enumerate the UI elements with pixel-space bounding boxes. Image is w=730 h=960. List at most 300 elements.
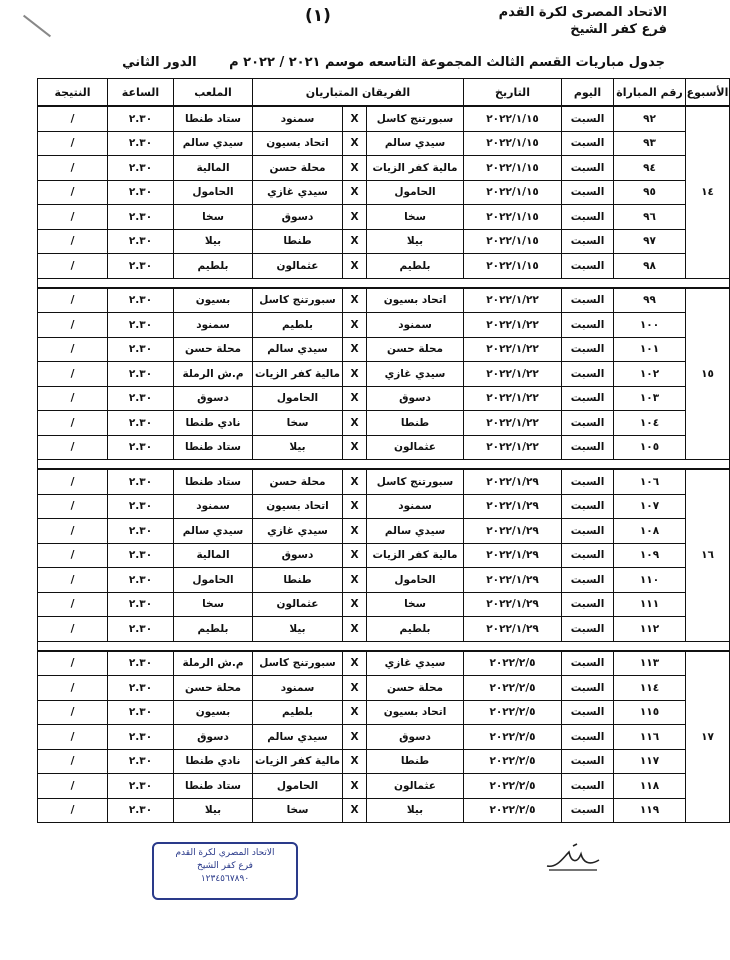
- round-label: الدور الثاني: [122, 55, 197, 70]
- table-row: [38, 519, 730, 544]
- versus-mark: X: [343, 362, 367, 387]
- match-venue: ستاد طنطا: [174, 106, 253, 131]
- match-result: /: [38, 180, 108, 205]
- match-venue: م.ش الرملة: [174, 651, 253, 676]
- match-number: ١٠٥: [614, 435, 686, 460]
- away-team: بلطيم: [253, 700, 343, 725]
- versus-mark: X: [343, 435, 367, 460]
- table-header-row: [38, 79, 730, 107]
- week-number: ١٦: [686, 469, 730, 641]
- away-team: مالية كفر الزيات: [253, 749, 343, 774]
- match-time: ٢.٣٠: [108, 435, 174, 460]
- match-date: ٢٠٢٢/١/٢٩: [464, 568, 562, 593]
- match-venue: بيلا: [174, 229, 253, 254]
- match-result: /: [38, 205, 108, 230]
- match-time: ٢.٣٠: [108, 774, 174, 799]
- match-venue: سيدي سالم: [174, 519, 253, 544]
- match-number: ١٠٤: [614, 411, 686, 436]
- home-team: سيدي غازي: [367, 362, 464, 387]
- match-time: ٢.٣٠: [108, 725, 174, 750]
- versus-mark: X: [343, 386, 367, 411]
- col-date: التاريخ: [464, 79, 562, 107]
- match-number: ٩٢: [614, 106, 686, 131]
- match-time: ٢.٣٠: [108, 254, 174, 279]
- match-number: ١٠٩: [614, 543, 686, 568]
- col-teams: الفريقان المتباريان: [253, 79, 464, 107]
- col-week: الأسبوع: [686, 79, 730, 107]
- match-number: ١٠٣: [614, 386, 686, 411]
- match-venue: الحامول: [174, 568, 253, 593]
- match-result: /: [38, 254, 108, 279]
- match-day: السبت: [562, 798, 614, 823]
- match-day: السبت: [562, 617, 614, 642]
- signature: [543, 840, 603, 874]
- table-row: [38, 700, 730, 725]
- home-team: محلة حسن: [367, 337, 464, 362]
- match-day: السبت: [562, 543, 614, 568]
- week-separator: [38, 641, 730, 651]
- match-day: السبت: [562, 435, 614, 460]
- away-team: بيلا: [253, 617, 343, 642]
- match-number: ١١٨: [614, 774, 686, 799]
- match-number: ١١٩: [614, 798, 686, 823]
- match-date: ٢٠٢٢/١/٢٢: [464, 435, 562, 460]
- match-number: ١١٠: [614, 568, 686, 593]
- match-result: /: [38, 229, 108, 254]
- match-day: السبت: [562, 494, 614, 519]
- match-result: /: [38, 313, 108, 338]
- versus-mark: X: [343, 725, 367, 750]
- match-date: ٢٠٢٢/١/٢٩: [464, 494, 562, 519]
- home-team: سمنود: [367, 313, 464, 338]
- home-team: سبورتنج كاسل: [367, 106, 464, 131]
- away-team: محلة حسن: [253, 469, 343, 494]
- table-row: [38, 774, 730, 799]
- away-team: طنطا: [253, 229, 343, 254]
- match-day: السبت: [562, 519, 614, 544]
- match-time: ٢.٣٠: [108, 700, 174, 725]
- match-time: ٢.٣٠: [108, 156, 174, 181]
- schedule-heading: [65, 55, 665, 70]
- table-row: [38, 229, 730, 254]
- org-name: الاتحاد المصرى لكرة القدم: [498, 5, 667, 20]
- away-team: سيدي سالم: [253, 337, 343, 362]
- match-date: ٢٠٢٢/١/٢٢: [464, 386, 562, 411]
- week-number: ١٤: [686, 106, 730, 278]
- match-number: ٩٨: [614, 254, 686, 279]
- versus-mark: X: [343, 749, 367, 774]
- week-separator-cell: [38, 460, 730, 470]
- match-date: ٢٠٢٢/١/١٥: [464, 156, 562, 181]
- match-day: السبت: [562, 411, 614, 436]
- versus-mark: X: [343, 676, 367, 701]
- match-result: /: [38, 469, 108, 494]
- col-time: الساعة: [108, 79, 174, 107]
- match-day: السبت: [562, 254, 614, 279]
- match-number: ١١٢: [614, 617, 686, 642]
- home-team: سمنود: [367, 494, 464, 519]
- match-result: /: [38, 288, 108, 313]
- match-result: /: [38, 568, 108, 593]
- match-date: ٢٠٢٢/١/٢٢: [464, 411, 562, 436]
- away-team: طنطا: [253, 568, 343, 593]
- week-separator: [38, 460, 730, 470]
- away-team: سيدي سالم: [253, 725, 343, 750]
- match-date: ٢٠٢٢/١/٢٩: [464, 592, 562, 617]
- home-team: الحامول: [367, 568, 464, 593]
- versus-mark: X: [343, 205, 367, 230]
- match-venue: نادي طنطا: [174, 749, 253, 774]
- home-team: مالية كفر الزيات: [367, 543, 464, 568]
- schedule-title: جدول مباريات القسم الثالث المجموعة التاسعه موسم ٢٠٢١ / ٢٠٢٢ م: [229, 55, 665, 70]
- match-venue: دسوق: [174, 725, 253, 750]
- official-stamp: [152, 842, 298, 900]
- away-team: دسوق: [253, 543, 343, 568]
- match-day: السبت: [562, 180, 614, 205]
- match-day: السبت: [562, 700, 614, 725]
- versus-mark: X: [343, 131, 367, 156]
- versus-mark: X: [343, 180, 367, 205]
- match-day: السبت: [562, 749, 614, 774]
- home-team: عثمالون: [367, 774, 464, 799]
- home-team: سبورتنج كاسل: [367, 469, 464, 494]
- match-number: ٩٣: [614, 131, 686, 156]
- match-result: /: [38, 519, 108, 544]
- match-number: ١٠٢: [614, 362, 686, 387]
- match-venue: م.ش الرملة: [174, 362, 253, 387]
- table-row: [38, 469, 730, 494]
- match-venue: ستاد طنطا: [174, 435, 253, 460]
- match-day: السبت: [562, 651, 614, 676]
- home-team: محلة حسن: [367, 676, 464, 701]
- match-date: ٢٠٢٢/١/٢٢: [464, 288, 562, 313]
- match-result: /: [38, 749, 108, 774]
- versus-mark: X: [343, 313, 367, 338]
- match-day: السبت: [562, 386, 614, 411]
- home-team: عثمالون: [367, 435, 464, 460]
- match-venue: بسيون: [174, 288, 253, 313]
- match-day: السبت: [562, 362, 614, 387]
- match-time: ٢.٣٠: [108, 519, 174, 544]
- match-day: السبت: [562, 592, 614, 617]
- match-result: /: [38, 411, 108, 436]
- match-date: ٢٠٢٢/٢/٥: [464, 774, 562, 799]
- match-day: السبت: [562, 337, 614, 362]
- match-venue: المالية: [174, 156, 253, 181]
- away-team: سبورتنج كاسل: [253, 651, 343, 676]
- home-team: دسوق: [367, 386, 464, 411]
- match-number: ١٠١: [614, 337, 686, 362]
- away-team: دسوق: [253, 205, 343, 230]
- match-venue: دسوق: [174, 386, 253, 411]
- table-row: [38, 494, 730, 519]
- versus-mark: X: [343, 337, 367, 362]
- match-result: /: [38, 386, 108, 411]
- match-date: ٢٠٢٢/١/٢٢: [464, 362, 562, 387]
- match-number: ١٠٨: [614, 519, 686, 544]
- match-venue: بسيون: [174, 700, 253, 725]
- match-date: ٢٠٢٢/١/١٥: [464, 106, 562, 131]
- match-venue: ستاد طنطا: [174, 469, 253, 494]
- match-day: السبت: [562, 106, 614, 131]
- home-team: سيدي سالم: [367, 131, 464, 156]
- week-separator: [38, 278, 730, 288]
- match-venue: الحامول: [174, 180, 253, 205]
- home-team: طنطا: [367, 411, 464, 436]
- match-result: /: [38, 774, 108, 799]
- match-number: ١١٥: [614, 700, 686, 725]
- match-result: /: [38, 725, 108, 750]
- col-match-number: رقم المباراة: [614, 79, 686, 107]
- versus-mark: X: [343, 106, 367, 131]
- away-team: سمنود: [253, 106, 343, 131]
- stamp-line: فرع كفر الشيخ: [197, 861, 253, 871]
- home-team: دسوق: [367, 725, 464, 750]
- table-row: [38, 725, 730, 750]
- home-team: بلطيم: [367, 254, 464, 279]
- match-time: ٢.٣٠: [108, 205, 174, 230]
- match-venue: ستاد طنطا: [174, 774, 253, 799]
- match-time: ٢.٣٠: [108, 362, 174, 387]
- versus-mark: X: [343, 469, 367, 494]
- table-row: [38, 313, 730, 338]
- match-day: السبت: [562, 205, 614, 230]
- match-number: ٩٧: [614, 229, 686, 254]
- match-date: ٢٠٢٢/١/٢٩: [464, 543, 562, 568]
- match-date: ٢٠٢٢/١/١٥: [464, 254, 562, 279]
- match-time: ٢.٣٠: [108, 469, 174, 494]
- versus-mark: X: [343, 798, 367, 823]
- match-date: ٢٠٢٢/١/٢٢: [464, 313, 562, 338]
- branch-name: فرع كفر الشيخ: [570, 22, 667, 37]
- table-row: [38, 435, 730, 460]
- home-team: سيدي غازي: [367, 651, 464, 676]
- match-time: ٢.٣٠: [108, 180, 174, 205]
- versus-mark: X: [343, 411, 367, 436]
- match-result: /: [38, 362, 108, 387]
- col-day: اليوم: [562, 79, 614, 107]
- away-team: بيلا: [253, 435, 343, 460]
- match-day: السبت: [562, 774, 614, 799]
- away-team: سيدي غازي: [253, 180, 343, 205]
- match-day: السبت: [562, 725, 614, 750]
- col-result: النتيجة: [38, 79, 108, 107]
- match-time: ٢.٣٠: [108, 229, 174, 254]
- match-date: ٢٠٢٢/١/١٥: [464, 180, 562, 205]
- match-date: ٢٠٢٢/٢/٥: [464, 676, 562, 701]
- match-result: /: [38, 131, 108, 156]
- match-number: ١٠٠: [614, 313, 686, 338]
- match-time: ٢.٣٠: [108, 386, 174, 411]
- match-venue: بلطيم: [174, 254, 253, 279]
- match-time: ٢.٣٠: [108, 313, 174, 338]
- match-time: ٢.٣٠: [108, 337, 174, 362]
- match-result: /: [38, 543, 108, 568]
- match-time: ٢.٣٠: [108, 411, 174, 436]
- away-team: سمنود: [253, 676, 343, 701]
- match-date: ٢٠٢٢/٢/٥: [464, 700, 562, 725]
- match-day: السبت: [562, 676, 614, 701]
- page-number: (١): [305, 6, 331, 26]
- table-row: [38, 205, 730, 230]
- match-time: ٢.٣٠: [108, 568, 174, 593]
- match-number: ١١٤: [614, 676, 686, 701]
- away-team: اتحاد بسيون: [253, 131, 343, 156]
- stamp-line: الاتحاد المصري لكرة القدم: [175, 848, 275, 858]
- stamp-line: ١٢٣٤٥٦٧٨٩٠: [200, 874, 250, 884]
- match-result: /: [38, 617, 108, 642]
- table-row: [38, 543, 730, 568]
- match-number: ١١٦: [614, 725, 686, 750]
- table-row: [38, 386, 730, 411]
- match-day: السبت: [562, 469, 614, 494]
- table-row: [38, 676, 730, 701]
- match-venue: محلة حسن: [174, 676, 253, 701]
- away-team: عثمالون: [253, 592, 343, 617]
- away-team: سبورتنج كاسل: [253, 288, 343, 313]
- match-date: ٢٠٢٢/١/١٥: [464, 131, 562, 156]
- versus-mark: X: [343, 229, 367, 254]
- home-team: اتحاد بسيون: [367, 700, 464, 725]
- away-team: محلة حسن: [253, 156, 343, 181]
- table-row: [38, 411, 730, 436]
- schedule-table: [37, 78, 730, 823]
- col-venue: الملعب: [174, 79, 253, 107]
- away-team: سخا: [253, 798, 343, 823]
- table-row: [38, 362, 730, 387]
- versus-mark: X: [343, 519, 367, 544]
- match-venue: سخا: [174, 205, 253, 230]
- match-time: ٢.٣٠: [108, 288, 174, 313]
- match-time: ٢.٣٠: [108, 543, 174, 568]
- match-day: السبت: [562, 156, 614, 181]
- table-row: [38, 651, 730, 676]
- home-team: طنطا: [367, 749, 464, 774]
- match-result: /: [38, 700, 108, 725]
- match-number: ١١٣: [614, 651, 686, 676]
- match-number: ٩٦: [614, 205, 686, 230]
- versus-mark: X: [343, 543, 367, 568]
- match-day: السبت: [562, 288, 614, 313]
- match-venue: سمنود: [174, 494, 253, 519]
- match-result: /: [38, 494, 108, 519]
- versus-mark: X: [343, 774, 367, 799]
- match-result: /: [38, 156, 108, 181]
- scan-mark: [23, 15, 51, 38]
- match-venue: سيدي سالم: [174, 131, 253, 156]
- home-team: سخا: [367, 592, 464, 617]
- match-date: ٢٠٢٢/١/٢٩: [464, 519, 562, 544]
- match-date: ٢٠٢٢/٢/٥: [464, 725, 562, 750]
- table-row: [38, 337, 730, 362]
- match-time: ٢.٣٠: [108, 749, 174, 774]
- home-team: بيلا: [367, 229, 464, 254]
- match-number: ١١٧: [614, 749, 686, 774]
- match-time: ٢.٣٠: [108, 798, 174, 823]
- versus-mark: X: [343, 254, 367, 279]
- away-team: سيدي غازي: [253, 519, 343, 544]
- match-number: ١٠٧: [614, 494, 686, 519]
- versus-mark: X: [343, 651, 367, 676]
- match-date: ٢٠٢٢/١/٢٢: [464, 337, 562, 362]
- match-date: ٢٠٢٢/١/١٥: [464, 229, 562, 254]
- week-number: ١٧: [686, 651, 730, 823]
- match-result: /: [38, 676, 108, 701]
- away-team: الحامول: [253, 386, 343, 411]
- match-venue: بيلا: [174, 798, 253, 823]
- match-result: /: [38, 592, 108, 617]
- home-team: مالية كفر الزيات: [367, 156, 464, 181]
- match-time: ٢.٣٠: [108, 592, 174, 617]
- table-row: [38, 288, 730, 313]
- match-venue: بلطيم: [174, 617, 253, 642]
- versus-mark: X: [343, 288, 367, 313]
- table-row: [38, 568, 730, 593]
- match-day: السبت: [562, 568, 614, 593]
- match-venue: سخا: [174, 592, 253, 617]
- match-result: /: [38, 435, 108, 460]
- match-time: ٢.٣٠: [108, 676, 174, 701]
- match-venue: نادي طنطا: [174, 411, 253, 436]
- match-time: ٢.٣٠: [108, 106, 174, 131]
- match-time: ٢.٣٠: [108, 494, 174, 519]
- home-team: الحامول: [367, 180, 464, 205]
- match-date: ٢٠٢٢/٢/٥: [464, 749, 562, 774]
- home-team: بلطيم: [367, 617, 464, 642]
- away-team: بلطيم: [253, 313, 343, 338]
- away-team: الحامول: [253, 774, 343, 799]
- match-day: السبت: [562, 313, 614, 338]
- match-venue: سمنود: [174, 313, 253, 338]
- match-venue: المالية: [174, 543, 253, 568]
- table-row: [38, 617, 730, 642]
- match-number: ٩٩: [614, 288, 686, 313]
- home-team: اتحاد بسيون: [367, 288, 464, 313]
- home-team: بيلا: [367, 798, 464, 823]
- away-team: سخا: [253, 411, 343, 436]
- match-result: /: [38, 106, 108, 131]
- match-date: ٢٠٢٢/١/٢٩: [464, 617, 562, 642]
- versus-mark: X: [343, 494, 367, 519]
- week-separator-cell: [38, 278, 730, 288]
- table-row: [38, 180, 730, 205]
- table-row: [38, 798, 730, 823]
- versus-mark: X: [343, 568, 367, 593]
- org-header: [447, 4, 667, 38]
- match-result: /: [38, 651, 108, 676]
- match-number: ٩٤: [614, 156, 686, 181]
- match-day: السبت: [562, 131, 614, 156]
- match-number: ١٠٦: [614, 469, 686, 494]
- match-result: /: [38, 337, 108, 362]
- versus-mark: X: [343, 700, 367, 725]
- match-time: ٢.٣٠: [108, 651, 174, 676]
- match-date: ٢٠٢٢/١/١٥: [464, 205, 562, 230]
- away-team: عثمالون: [253, 254, 343, 279]
- table-row: [38, 749, 730, 774]
- match-number: ٩٥: [614, 180, 686, 205]
- table-row: [38, 106, 730, 131]
- match-date: ٢٠٢٢/٢/٥: [464, 798, 562, 823]
- versus-mark: X: [343, 592, 367, 617]
- match-time: ٢.٣٠: [108, 131, 174, 156]
- table-row: [38, 592, 730, 617]
- match-time: ٢.٣٠: [108, 617, 174, 642]
- versus-mark: X: [343, 156, 367, 181]
- versus-mark: X: [343, 617, 367, 642]
- match-number: ١١١: [614, 592, 686, 617]
- match-day: السبت: [562, 229, 614, 254]
